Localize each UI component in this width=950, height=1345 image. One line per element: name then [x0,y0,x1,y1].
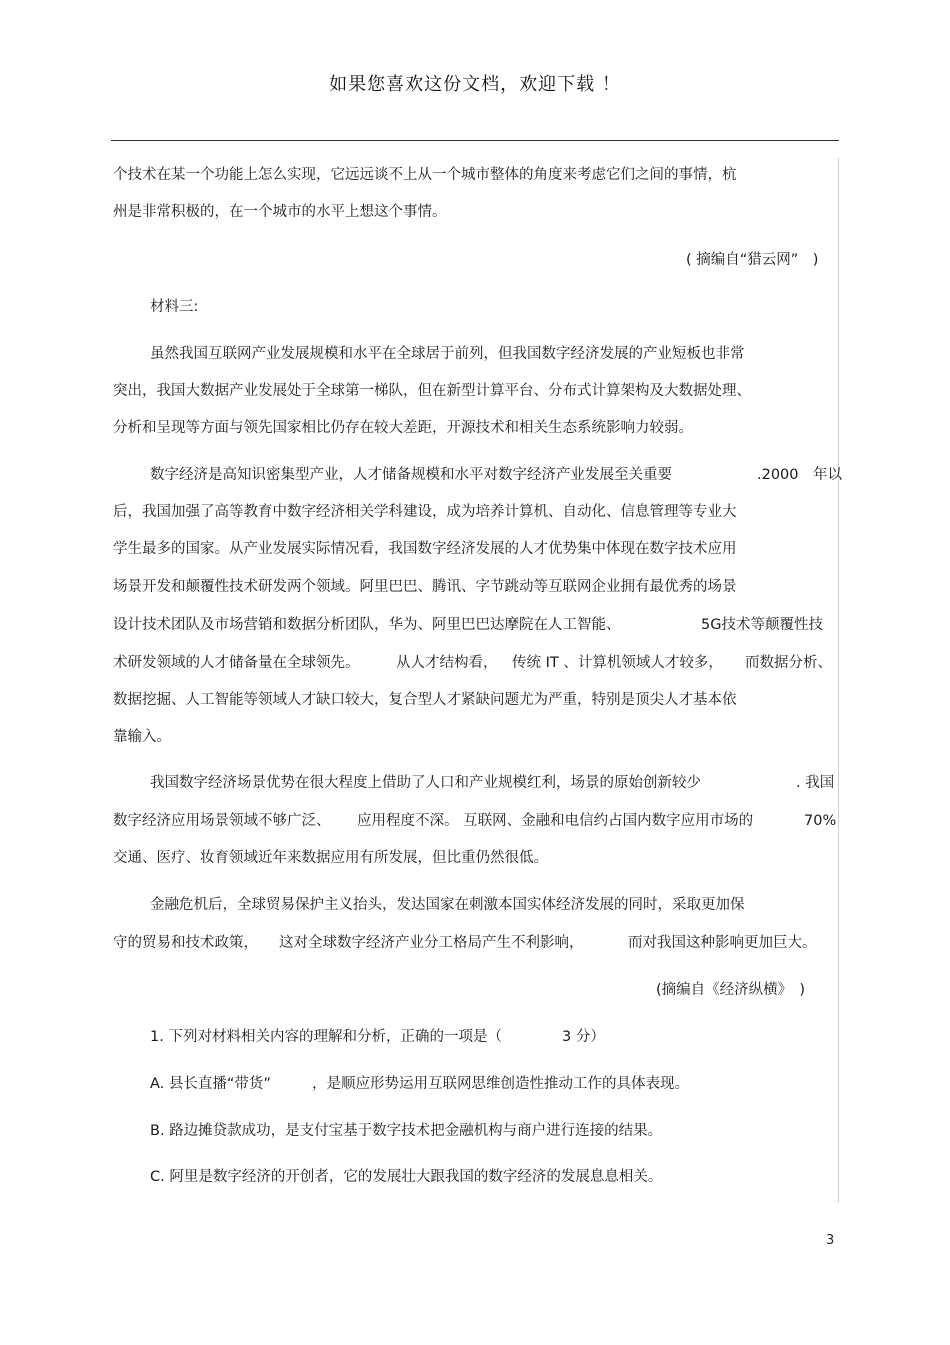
paragraph-3-line-1-end: . 我国 [796,775,835,791]
option-b: B. 路边摊贷款成功，是支付宝基于数字技术把金融机构与商户进行连接的结果。 [150,1123,663,1139]
paragraph-2-line-6-b: 从人才结构看， [396,655,498,671]
continuation-line-1: 个技术在某一个功能上怎么实现，它远远谈不上从一个城市整体的角度来考虑它们之间的事情，杭 [113,167,737,183]
paragraph-2-line-6-d: 而数据分析、 [745,655,832,671]
paragraph-3-line-2-b: 应用程度不深。 互联网、金融和电信约占国内数字应用市场的 [357,813,754,829]
paragraph-2-line-2: 后，我国加强了高等教育中数字经济相关学科建设，成为培养计算机、自动化、信息管理等专业大 [113,504,737,520]
continuation-line-2: 州是非常积极的，在一个城市的水平上想这个事情。 [113,204,447,220]
source-citation-1: ( 摘编自“猎云网” ) [686,252,819,268]
paragraph-2-line-7: 数据挖掘、人工智能等领域人才缺口较大，复合型人才紧缺问题尤为严重，特别是顶尖人才基本依 [113,692,737,708]
paragraph-3-percent: 70% [804,813,837,829]
paragraph-4-line-2: 守的贸易和技术政策， [113,935,258,951]
paragraph-1-line-3: 分析和呈现等方面与领先国家相比仍存在较大差距，开源技术和相关生态系统影响力较弱。 [113,420,693,436]
paragraph-2-line-8: 靠输入。 [113,729,171,745]
paragraph-3-line-3: 交通、医疗、妆育领域近年来数据应用有所发展，但比重仍然很低。 [113,850,548,866]
paragraph-3-line-2: 数字经济应用场景领域不够广泛、 [113,813,331,829]
question-1-points: 3 分） [562,1029,605,1045]
paragraph-2-line-1: 数字经济是高知识密集型产业，人才储备规模和水平对数字经济产业发展至关重要 [150,467,672,483]
page-header-title: 如果您喜欢这份文档，欢迎下载 ！ [329,74,621,95]
paragraph-2-line-6: 术研发领域的人才储备量在全球领先。 [113,655,360,671]
page-number: 3 [826,1233,835,1248]
option-a-text: ，是顺应形势运用互联网思维创造性推动工作的具体表现。 [312,1076,689,1092]
paragraph-2-line-5: 设计技术团队及市场营销和数据分析团队，华为、阿里巴巴达摩院在人工智能、 [113,617,621,633]
material-three-heading: 材料三: [150,299,199,315]
option-c: C. 阿里是数字经济的开创者，它的发展壮大跟我国的数字经济的发展息息相关。 [150,1169,663,1185]
paragraph-4-line-2-b: 这对全球数字经济产业分工格局产生不利影响， [279,935,584,951]
question-1-stem: 1. 下列对材料相关内容的理解和分析，正确的一项是（ [150,1029,502,1045]
paragraph-2-line-3: 学生最多的国家。从产业发展实际情况看，我国数字经济发展的人才优势集中体现在数字技术应用 [113,541,737,557]
paragraph-3-line-1: 我国数字经济场景优势在很大程度上借助了人口和产业规模红利，场景的原始创新较少 [150,775,701,791]
paragraph-2-line-5-end: 5G技术等颠覆性技 [701,617,823,633]
paragraph-4-line-1: 金融危机后，全球贸易保护主义抬头，发达国家在刺激本国实体经济发展的同时，采取更加保 [150,897,745,913]
header-divider [111,140,839,141]
right-margin-line [838,158,839,1203]
paragraph-4-line-2-c: 而对我国这种影响更加巨大。 [628,935,817,951]
source-citation-2: (摘编自《经济纵横》 ) [656,982,806,998]
paragraph-1-line-2: 突出，我国大数据产业发展处于全球第一梯队，但在新型计算平台、分布式计算架构及大数据处理、 [113,383,751,399]
paragraph-1-line-1: 虽然我国互联网产业发展规模和水平在全球居于前列，但我国数字经济发展的产业短板也非常 [150,346,745,362]
paragraph-2-line-4: 场景开发和颠覆性技术研发两个领域。阿里巴巴、腾讯、字节跳动等互联网企业拥有最优秀的场景 [113,579,737,595]
paragraph-2-line-6-c: 传统 IT 、计算机领域人才较多， [512,655,723,671]
paragraph-2-year: .2000 年以 [757,467,843,483]
option-a-label: A. 县长直播“带货” [150,1076,271,1092]
